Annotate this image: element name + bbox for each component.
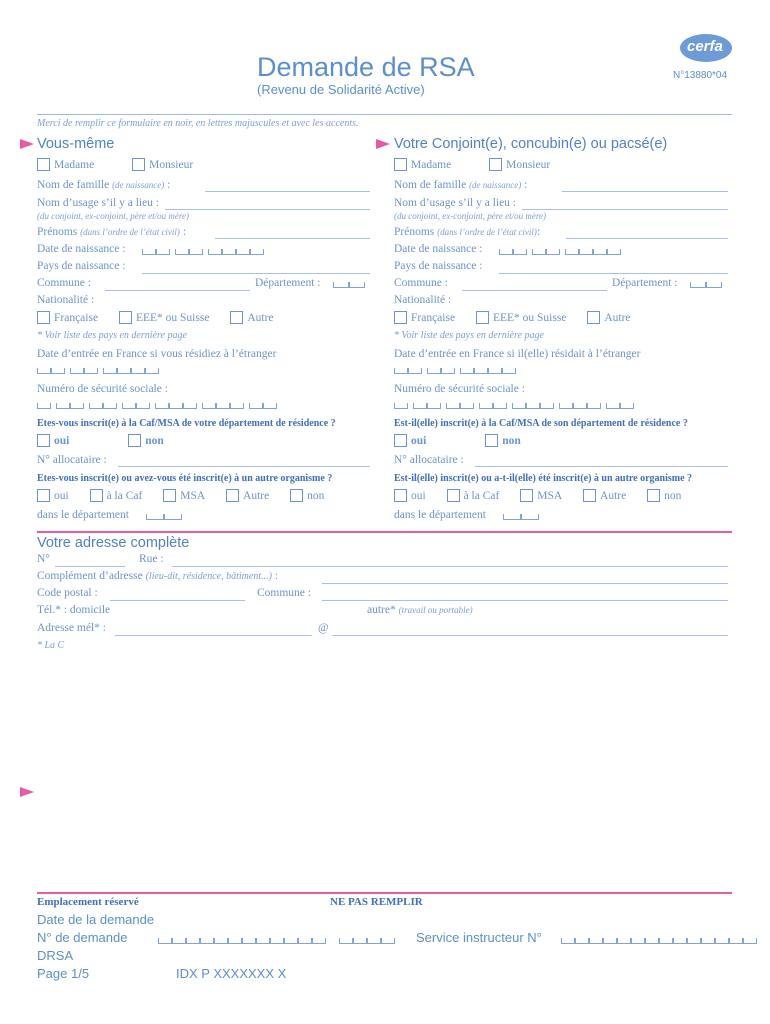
nat-francaise-option[interactable]: Française (394, 311, 455, 324)
org-msa-option[interactable]: MSA (520, 489, 562, 502)
other-org-question: Est-il(elle) inscrit(e) ou a-t-il(elle) été inscrit(e) à un autre organisme ? (394, 473, 693, 484)
section-title: Votre adresse complète (37, 535, 190, 551)
address-rule (37, 531, 732, 533)
monsieur-checkbox[interactable] (132, 158, 145, 171)
page-title: Demande de RSA (257, 52, 475, 82)
birth-date-label: Date de naissance : (394, 243, 483, 255)
street-number-field[interactable] (55, 566, 125, 567)
dept-label: dans le département (394, 509, 486, 521)
commune-field[interactable] (322, 600, 728, 601)
section-arrow-icon (376, 139, 390, 149)
email-user-field[interactable] (115, 635, 312, 636)
caf-non-option[interactable]: non (128, 434, 164, 447)
section-title: Vous-même (37, 136, 115, 152)
nationality-note: * Voir liste des pays en dernière page (394, 330, 544, 341)
checkbox[interactable] (647, 489, 660, 502)
service-label: Service instructeur N° (416, 930, 542, 945)
org-non-option[interactable]: non (647, 489, 681, 502)
departement-label: Département : (612, 277, 678, 289)
section-title: Votre Conjoint(e), concubin(e) ou pacsé(e) (394, 136, 668, 152)
checkbox[interactable] (37, 489, 50, 502)
other-phone-label: autre* (travail ou portable) (367, 604, 473, 616)
address-footnote: * La C (37, 640, 65, 651)
commune-label: Commune : (257, 587, 311, 599)
caf-question: Est-il(elle) inscrit(e) à la Caf/MSA de son département de résidence ? (394, 418, 688, 429)
commune-field[interactable] (462, 290, 607, 291)
usage-name-label: Nom d’usage s’il y a lieu : (394, 197, 517, 209)
family-name-field[interactable] (205, 191, 370, 192)
checkbox[interactable] (520, 489, 533, 502)
postal-code-label: Code postal : (37, 587, 98, 599)
other-org-row (394, 489, 699, 505)
instructions-text: Merci de remplir ce formulaire en noir, en lettres majuscules et avec les accents. (37, 118, 359, 129)
caf-answer-row (37, 434, 182, 450)
checkbox[interactable] (394, 434, 407, 447)
checkbox[interactable] (163, 489, 176, 502)
nat-francaise-option[interactable]: Française (37, 311, 98, 324)
dept-label: dans le département (37, 509, 129, 521)
entry-date-label: Date d’entrée en France si vous résidiez à l’étranger (37, 348, 277, 360)
checkbox[interactable] (37, 434, 50, 447)
section-arrow-icon (20, 787, 34, 797)
allocataire-field[interactable] (475, 466, 728, 467)
email-label: Adresse mél* : (37, 622, 106, 634)
org-non-option[interactable]: non (290, 489, 324, 502)
org-oui-option[interactable]: oui (394, 489, 426, 502)
nationality-label: Nationalité : (394, 294, 452, 306)
civility-row (394, 158, 568, 174)
checkbox[interactable] (394, 311, 407, 324)
madame-option[interactable]: Madame (37, 158, 94, 171)
org-autre-option[interactable]: Autre (583, 489, 626, 502)
section-arrow-icon (20, 139, 34, 149)
reserved-rule (37, 892, 732, 894)
allocataire-field[interactable] (118, 466, 370, 467)
form-number: N°13880*04 (673, 70, 728, 81)
birth-country-label: Pays de naissance : (37, 260, 126, 272)
entry-date-field[interactable] (37, 368, 159, 374)
complement-field[interactable] (322, 583, 728, 584)
checkbox[interactable] (90, 489, 103, 502)
checkbox[interactable] (485, 434, 498, 447)
org-oui-option[interactable]: oui (37, 489, 69, 502)
postal-code-field[interactable] (110, 600, 245, 601)
family-name-label: Nom de famille (de naissance) : (37, 179, 171, 191)
dept-field[interactable] (503, 514, 539, 520)
commune-label: Commune : (37, 277, 91, 289)
caf-question: Etes-vous inscrit(e) à la Caf/MSA de votre département de résidence ? (37, 418, 336, 429)
drsa-label: DRSA (37, 948, 74, 963)
org-msa-option[interactable]: MSA (163, 489, 205, 502)
checkbox[interactable] (230, 311, 243, 324)
phone-label: Tél.* : domicile (37, 604, 111, 616)
checkbox[interactable] (37, 311, 50, 324)
birth-date-label: Date de naissance : (37, 243, 126, 255)
birth-country-field[interactable] (142, 273, 370, 274)
idx-code: IDX P XXXXXXX X (176, 966, 287, 981)
request-number-label: N° de demande (37, 930, 128, 945)
nat-autre-option[interactable]: Autre (230, 311, 273, 324)
request-date-label: Date de la demande (37, 912, 155, 927)
birth-date-field[interactable] (142, 249, 264, 255)
nat-eee-option[interactable]: EEE* ou Suisse (476, 311, 566, 324)
dept-field[interactable] (146, 514, 182, 520)
nationality-note: * Voir liste des pays en dernière page (37, 330, 187, 341)
usage-name-hint: (du conjoint, ex-conjoint, père et/ou mère) (37, 211, 190, 221)
checkbox[interactable] (583, 489, 596, 502)
madame-checkbox[interactable] (394, 158, 407, 171)
first-names-label: Prénoms (dans l’ordre de l’état civil): (394, 226, 541, 238)
first-names-field[interactable] (566, 238, 728, 239)
at-sign: @ (318, 622, 329, 634)
caf-oui-option[interactable]: oui (394, 434, 426, 447)
nat-autre-option[interactable]: Autre (587, 311, 630, 324)
departement-label: Département : (255, 277, 321, 289)
do-not-fill-label: NE PAS REMPLIR (330, 896, 423, 908)
header-rule (37, 114, 732, 115)
service-field[interactable] (561, 938, 757, 944)
first-names-field[interactable] (215, 238, 370, 239)
street-label: Rue : (139, 553, 164, 565)
caf-non-option[interactable]: non (485, 434, 521, 447)
request-number-field[interactable] (158, 938, 395, 944)
reserved-label: Emplacement réservé (37, 896, 139, 908)
caf-answer-row (394, 434, 539, 450)
monsieur-checkbox[interactable] (489, 158, 502, 171)
civility-row (37, 158, 211, 174)
other-org-row (37, 489, 342, 505)
checkbox[interactable] (119, 311, 132, 324)
checkbox[interactable] (394, 489, 407, 502)
birth-country-label: Pays de naissance : (394, 260, 483, 272)
madame-checkbox[interactable] (37, 158, 50, 171)
other-org-question: Etes-vous inscrit(e) ou avez-vous été inscrit(e) à un autre organisme ? (37, 473, 333, 484)
allocataire-label: N° allocataire : (37, 454, 107, 466)
usage-name-hint: (du conjoint, ex-conjoint, père et/ou mère) (394, 211, 547, 221)
usage-name-field[interactable] (522, 209, 728, 210)
family-name-field[interactable] (562, 191, 728, 192)
cerfa-logo-text: cerfa (687, 38, 723, 55)
street-field[interactable] (172, 566, 728, 567)
complement-label: Complément d’adresse (lieu-dit, résidence, bâtiment...) : (37, 570, 279, 582)
checkbox[interactable] (476, 311, 489, 324)
checkbox[interactable] (226, 489, 239, 502)
ssn-field[interactable] (37, 403, 277, 409)
nationality-options (394, 311, 649, 327)
ssn-label: Numéro de sécurité sociale : (394, 383, 525, 395)
page-number: Page 1/5 (37, 966, 90, 981)
usage-name-field[interactable] (165, 209, 370, 210)
commune-field[interactable] (105, 290, 250, 291)
checkbox[interactable] (128, 434, 141, 447)
madame-option[interactable]: Madame (394, 158, 451, 171)
monsieur-option[interactable]: Monsieur (132, 158, 193, 171)
checkbox[interactable] (587, 311, 600, 324)
entry-date-field[interactable] (394, 368, 516, 374)
usage-name-label: Nom d’usage s’il y a lieu : (37, 197, 160, 209)
first-names-label: Prénoms (dans l’ordre de l’état civil) : (37, 226, 187, 238)
cerfa-logo (680, 34, 732, 62)
birth-date-field[interactable] (499, 249, 621, 255)
ssn-field[interactable] (394, 403, 634, 409)
allocataire-label: N° allocataire : (394, 454, 464, 466)
family-name-label: Nom de famille (de naissance) : (394, 179, 528, 191)
commune-label: Commune : (394, 277, 448, 289)
page-subtitle: (Revenu de Solidarité Active) (257, 82, 425, 97)
org-autre-option[interactable]: Autre (226, 489, 269, 502)
nat-eee-option[interactable]: EEE* ou Suisse (119, 311, 209, 324)
entry-date-label: Date d’entrée en France si il(elle) résidait à l’étranger (394, 348, 641, 360)
org-caf-option[interactable]: à la Caf (90, 489, 143, 502)
nationality-label: Nationalité : (37, 294, 95, 306)
caf-oui-option[interactable]: oui (37, 434, 69, 447)
email-domain-field[interactable] (332, 635, 728, 636)
monsieur-option[interactable]: Monsieur (489, 158, 550, 171)
checkbox[interactable] (447, 489, 460, 502)
nationality-options (37, 311, 292, 327)
departement-field[interactable] (690, 282, 722, 288)
departement-field[interactable] (333, 282, 365, 288)
birth-country-field[interactable] (499, 273, 728, 274)
checkbox[interactable] (290, 489, 303, 502)
street-number-label: N° (37, 553, 50, 565)
ssn-label: Numéro de sécurité sociale : (37, 383, 168, 395)
org-caf-option[interactable]: à la Caf (447, 489, 500, 502)
